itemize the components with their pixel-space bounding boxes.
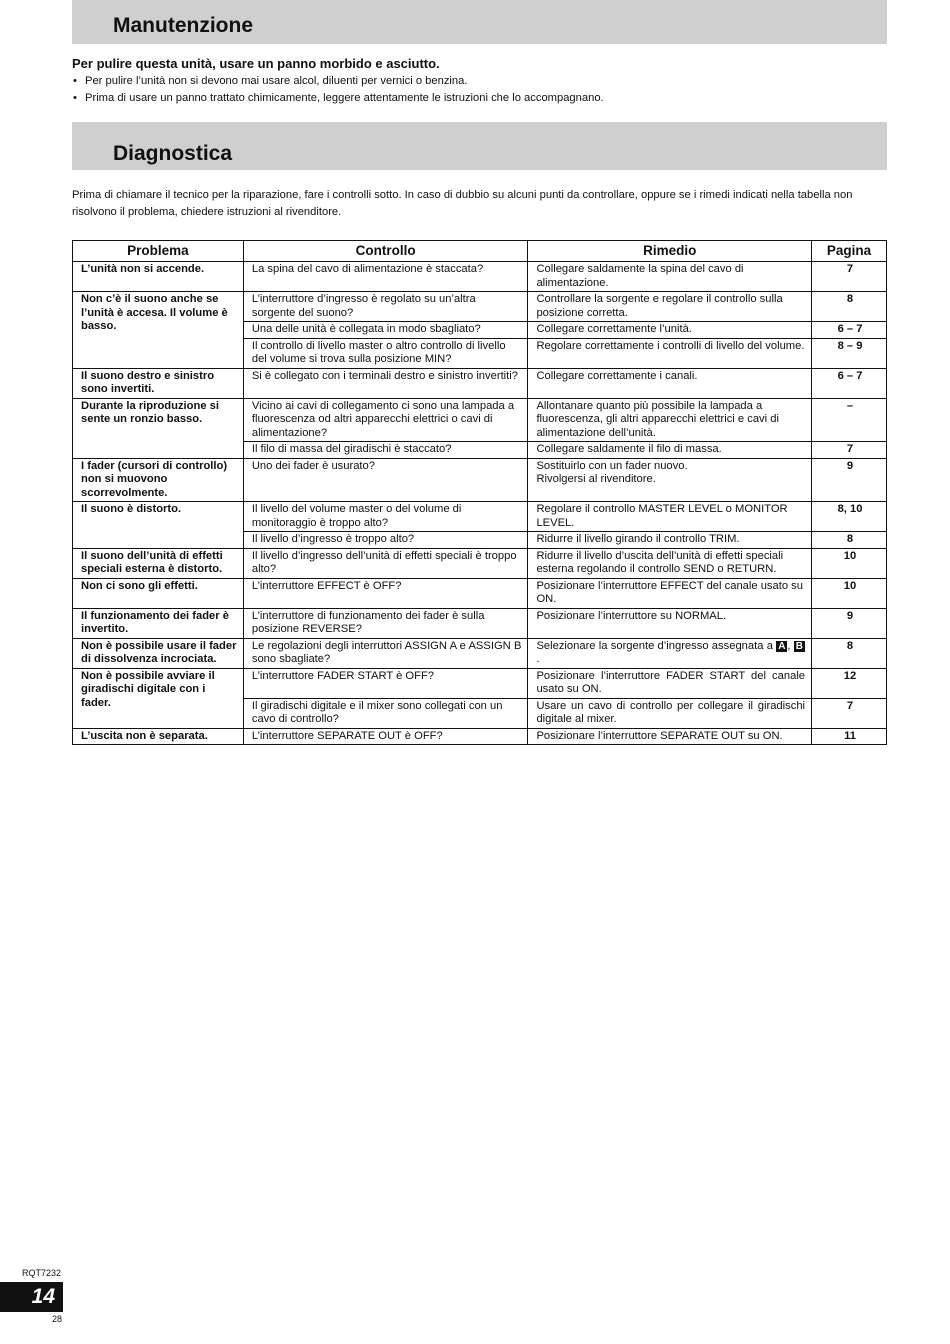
remedy-line: Sostituirlo con un fader nuovo. [536,459,688,472]
page-cell: 7 [812,442,887,459]
control-cell: L’interruttore FADER START è OFF? [243,668,528,698]
page-cell: – [812,398,887,442]
page-cell: 10 [812,548,887,578]
page-sub-number: 28 [52,1314,63,1324]
header-remedy: Rimedio [528,241,812,262]
page-cell: 6 – 7 [812,368,887,398]
page-cell: 7 [812,698,887,728]
table-row [73,262,887,292]
control-cell: Il livello d’ingresso è troppo alto? [243,532,528,549]
table-header-row [73,241,887,262]
model-number: RQT7232 [22,1268,62,1278]
header-control: Controllo [243,241,528,262]
control-cell: La spina del cavo di alimentazione è staccata? [243,262,528,292]
problem-cell: I fader (cursori di controllo) non si muovono scorrevolmente. [73,458,244,502]
problem-cell: L’unità non si accende. [73,262,244,292]
maintenance-title: Manutenzione [113,14,253,37]
problem-cell: Non ci sono gli effetti. [73,578,244,608]
table-row [73,292,887,322]
page-cell: 12 [812,668,887,698]
control-cell: Il filo di massa del giradischi è staccato? [243,442,528,459]
remedy-cell: Regolare il controllo MASTER LEVEL o MONITOR LEVEL. [528,502,812,532]
page-cell: 9 [812,458,887,502]
assign-a-badge: A [778,640,786,652]
problem-cell: Il suono destro e sinistro sono invertiti. [73,368,244,398]
header-problem: Problema [73,241,244,262]
troubleshooting-table [72,240,887,745]
page-cell: 10 [812,578,887,608]
page-cell: 11 [844,729,856,742]
bullet-item: • Per pulire l’unità non si devono mai usare alcol, diluenti per vernici o benzina. [72,73,604,90]
remedy-cell: Posizionare l’interruttore su NORMAL. [528,608,812,638]
page-cell: 7 [812,262,887,292]
table-row [73,502,887,532]
cleaning-subtitle: Per pulire questa unità, usare un panno morbido e asciutto. [72,56,440,71]
control-cell: Il livello d’ingresso dell’unità di effetti speciali è troppo alto? [243,548,528,578]
page-cell: 8 [812,638,887,668]
table-row [73,368,887,398]
remedy-cell [528,638,812,668]
page-cell: 8 – 9 [812,338,887,368]
table-row [73,578,887,608]
table-row [73,668,887,698]
control-cell: L’interruttore EFFECT è OFF? [243,578,528,608]
remedy-cell: Collegare correttamente i canali. [528,368,812,398]
remedy-cell: Posizionare l’interruttore SEPARATE OUT su ON. [528,728,812,745]
table-row [73,458,887,502]
control-cell: Uno dei fader è usurato? [243,458,528,502]
remedy-cell: Ridurre il livello girando il controllo TRIM. [528,532,812,549]
control-cell: L’interruttore di funzionamento dei fader è sulla posizione REVERSE? [243,608,528,638]
remedy-cell: Regolare correttamente i controlli di livello del volume. [528,338,812,368]
control-cell: Il giradischi digitale e il mixer sono collegati con un cavo di controllo? [243,698,528,728]
badge-end: . [536,653,540,665]
assign-b-badge: B [795,640,804,652]
remedy-cell: Posizionare l’interruttore FADER START del canale usato su ON. [528,668,812,698]
remedy-line: Rivolgersi al rivenditore. [536,473,656,485]
remedy-cell: Allontanare quanto più possibile la lampada a fluorescenza, gli altri apparecchi elettrici e cavi di alimentazione dell’unità. [528,398,812,442]
badge-separator: , [787,639,791,652]
page-number-badge: 14 [0,1282,63,1312]
table-row [73,638,887,668]
remedy-cell [528,458,812,502]
problem-cell: L’uscita non è separata. [73,728,244,745]
remedy-cell: Usare un cavo di controllo per collegare il giradischi digitale al mixer. [528,698,812,728]
remedy-cell: Collegare correttamente l’unità. [528,322,812,339]
problem-cell: Durante la riproduzione si sente un ronzio basso. [73,398,244,458]
maintenance-header-bar [72,0,887,44]
control-cell: Vicino ai cavi di collegamento ci sono una lampada a fluorescenza od altri apparecchi elettrici o cavi di alimentazione? [243,398,528,442]
control-cell: L’interruttore d’ingresso è regolato su un’altra sorgente del suono? [243,292,528,322]
remedy-cell: Collegare saldamente il filo di massa. [528,442,812,459]
table-row [73,608,887,638]
diagnostics-intro: Prima di chiamare il tecnico per la riparazione, fare i controlli sotto. In caso di dubbio su alcuni punti da controllare, oppure se i rimedi indicati nella tabella non risolvono il problema, chiedere istruzioni al rivenditore. [72,189,853,218]
problem-cell: Il suono è distorto. [73,502,244,549]
table-row [73,548,887,578]
control-cell: Le regolazioni degli interruttori ASSIGN A e ASSIGN B sono sbagliate? [243,638,528,668]
diagnostics-title: Diagnostica [113,142,233,165]
remedy-cell: Collegare saldamente la spina del cavo di alimentazione. [528,262,812,292]
control-cell: Una delle unità è collegata in modo sbagliato? [243,322,528,339]
diagnostics-header-bar [72,122,887,170]
page-cell: 8, 10 [812,502,887,532]
header-page: Pagina [812,241,887,262]
control-cell: Il livello del volume master o del volume di monitoraggio è troppo alto? [243,502,528,532]
page-cell: 6 – 7 [812,322,887,339]
cleaning-bullets [72,73,604,107]
page-cell: 8 [812,292,887,322]
problem-cell: Il suono dell’unità di effetti speciali esterna è distorto. [73,548,244,578]
problem-cell: Non è possibile avviare il giradischi digitale con i fader. [73,668,244,728]
remedy-cell: Controllare la sorgente e regolare il controllo sulla posizione corretta. [528,292,812,322]
control-cell: Si è collegato con i terminali destro e sinistro invertiti? [243,368,528,398]
control-cell: L’interruttore SEPARATE OUT è OFF? [243,728,528,745]
page-cell: 8 [812,532,887,549]
problem-cell: Il funzionamento dei fader è invertito. [73,608,244,638]
remedy-cell: Posizionare l’interruttore EFFECT del canale usato su ON. [528,578,812,608]
bullet-item: • Prima di usare un panno trattato chimicamente, leggere attentamente le istruzioni che lo accompagnano. [72,90,604,107]
remedy-cell: Ridurre il livello d’uscita dell’unità di effetti speciali esterna regolando il controllo SEND o RETURN. [528,548,812,578]
remedy-text: Selezionare la sorgente d’ingresso assegnata a [536,639,773,652]
table-row [73,398,887,442]
control-cell: Il controllo di livello master o altro controllo di livello del volume si trova sulla posizione MIN? [243,338,528,368]
page-cell: 9 [812,608,887,638]
problem-cell: Non è possibile usare il fader di dissolvenza incrociata. [73,638,244,668]
table-row [73,728,887,745]
problem-cell: Non c’è il suono anche se l’unità è accesa. Il volume è basso. [73,292,244,369]
